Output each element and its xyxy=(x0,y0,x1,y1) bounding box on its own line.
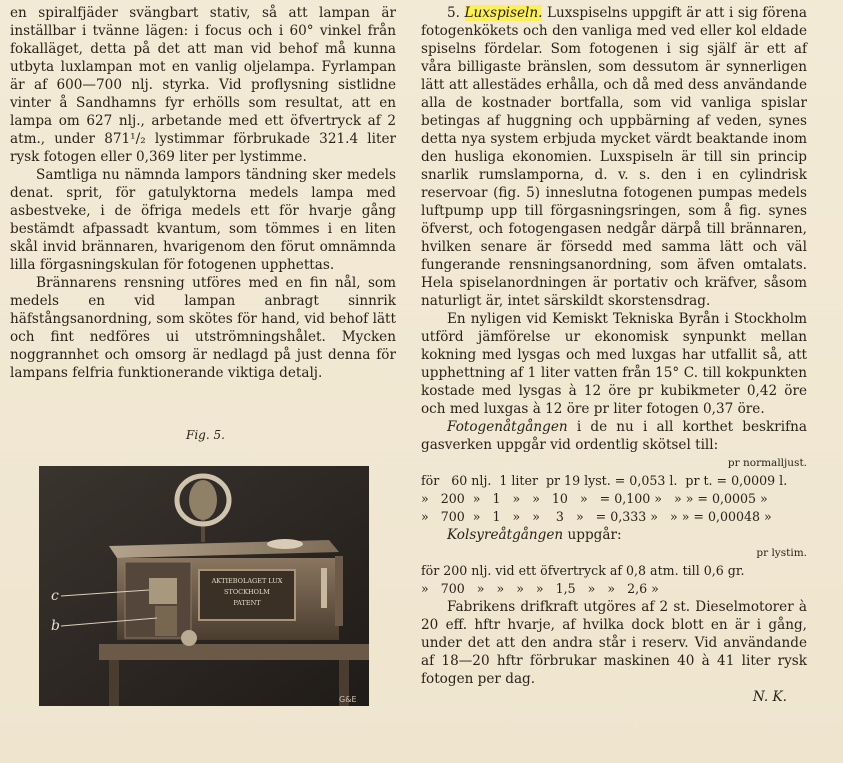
table2-row-2: » 700 » » » » 1,5 » » 2,6 » xyxy=(421,581,659,596)
right-paragraph-5: Fabrikens drifkraft utgöres af 2 st. Dieselmotorer à 20 eff. hftr hvarje, af hvilka dock blott en är i gång, under det att den andra står i reserv. Vid användande af 18—20 hftr förbrukar maskinen 40 à 41 liter rysk fotogen per dag. xyxy=(421,599,807,687)
fotogen-term: Fotogenåtgången xyxy=(447,419,568,435)
table2-heading: pr lystim. xyxy=(756,547,807,559)
right-column xyxy=(421,4,807,706)
table1-row-2: » 200 » 1 » » 10 » = 0,100 » » » = 0,0005 » xyxy=(421,491,768,506)
right-paragraph-2: En nyligen vid Kemiskt Tekniska Byrån i Stockholm utförd jämförelse ur ekonomisk synpunkt mellan kokning med lysgas och med luxgas har utfallit så, att upphettning af 1 liter vatten från 15° C. till kokpunkten kostade med lysgas à 12 öre pr kubikmeter 0,42 öre och med luxgas à 12 öre pr liter fotogen 0,37 öre. xyxy=(421,311,807,417)
section-number: 5. xyxy=(447,5,460,21)
right-paragraph-1 xyxy=(421,4,807,310)
stove-plate-line-1: AKTIEBOLAGET LUX xyxy=(211,577,283,585)
left-paragraph-1: en spiralfjäder svängbart stativ, så att lampan är inställbar i tvänne lägen: i focus och i 60° vinkel från fokalläget, detta på det att man vid behof må kunna utbyta luxlampan mot en vanlig oljelampa. Fyrlampan är af 600—700 nlj. styrka. Vid proflysning sistlidne vinter å Sandhamns fyr erhölls som resultat, att en lampa om 627 nlj., arbetande med ett öfvertryck af 2 atm., under 871¹/₂ lystimmar förbrukade 321.4 liter rysk fotogen eller 0,369 liter per lystimme. xyxy=(10,5,396,165)
figure-caption: Fig. 5. xyxy=(186,428,225,442)
section-body: Luxspiselns uppgift är att i sig förena fotogenkökets och den vanliga med ved eller kol eldade spiselns fördelar. Som fotogenen i sig själf är ett af våra billigaste bränslen, som dessutom är synnerligen lätt att allestädes erhålla, och då med dess användande alla de kostnader bortfalla, som vid vanliga spislar betingas af huggning och uppbärning af veden, synes detta nya system erbjuda mycket värdt beaktande inom den husliga ekonomien. Luxspiseln är till sin princip snarlik rumslamporna, d. v. s. den i en cylindrisk reservoar (fig. 5) inneslutna fotogenen pumpas medels luftpump upp till förgasningsringen, som å fig. synes öfverst, och fotogengasen nedgår därpå till brännaren, hvilken senare är försedd med samma lätt och väl fungerande rensningsanordning, som äfven omtalats. Hela spiselanordningen är portativ och kräfver, såsom naturligt är, intet särskildt skorstensdrag. xyxy=(421,5,808,309)
right-paragraph-4 xyxy=(421,526,807,544)
signature: N. K. xyxy=(752,689,787,705)
engraver-mark: G&E xyxy=(339,695,357,704)
section-heading: Luxspiseln. xyxy=(464,5,543,21)
table2-row-1: för 200 nlj. vid ett öfvertryck af 0,8 atm. till 0,6 gr. xyxy=(421,563,745,578)
right-paragraph-3 xyxy=(421,418,807,454)
fotogen-text: i de nu i all korthet beskrifna gasverken uppgår vid ordentlig skötsel till: xyxy=(421,419,807,453)
label-b: b xyxy=(51,618,60,634)
kolsyre-term: Kolsyreåtgången xyxy=(447,527,564,543)
stove-illustration xyxy=(39,466,369,706)
label-c: c xyxy=(51,588,59,604)
left-column xyxy=(10,4,396,382)
left-paragraph-3: Brännarens rensning utföres med en fin nål, som medels en vid lampan anbragt sinnrik häfstångsanordning, som skötes för hand, vid behof lätt och fint nedföres ui utströmningshålet. Mycken noggrannhet och omsorg är nedlagd på just denna för lampans felfria funktionerande viktiga detalj. xyxy=(10,275,396,381)
left-paragraph-2: Samtliga nu nämnda lampors tändning sker medels denat. sprit, för gatulyktorna medels lampa med asbestveke, i de öfriga medels ett för hvarje gång bestämdt afpassadt kvantum, som tömmes i en liten skål invid brännaren, hvarigenom den förut omnämnda lilla förgasningskulan för fotogenen upphettas. xyxy=(10,167,396,273)
stove-plate-line-3: PATENT xyxy=(233,599,261,607)
table1-row-1: för 60 nlj. 1 liter pr 19 lyst. = 0,053 l. pr t. = 0,0009 l. xyxy=(421,473,788,488)
table1-row-3: » 700 » 1 » » 3 » = 0,333 » » » = 0,00048 » xyxy=(421,509,772,524)
kolsyre-text: uppgår: xyxy=(567,527,622,543)
stove-plate-line-2: STOCKHOLM xyxy=(224,588,270,596)
table1-heading: pr normalljust. xyxy=(727,457,807,469)
